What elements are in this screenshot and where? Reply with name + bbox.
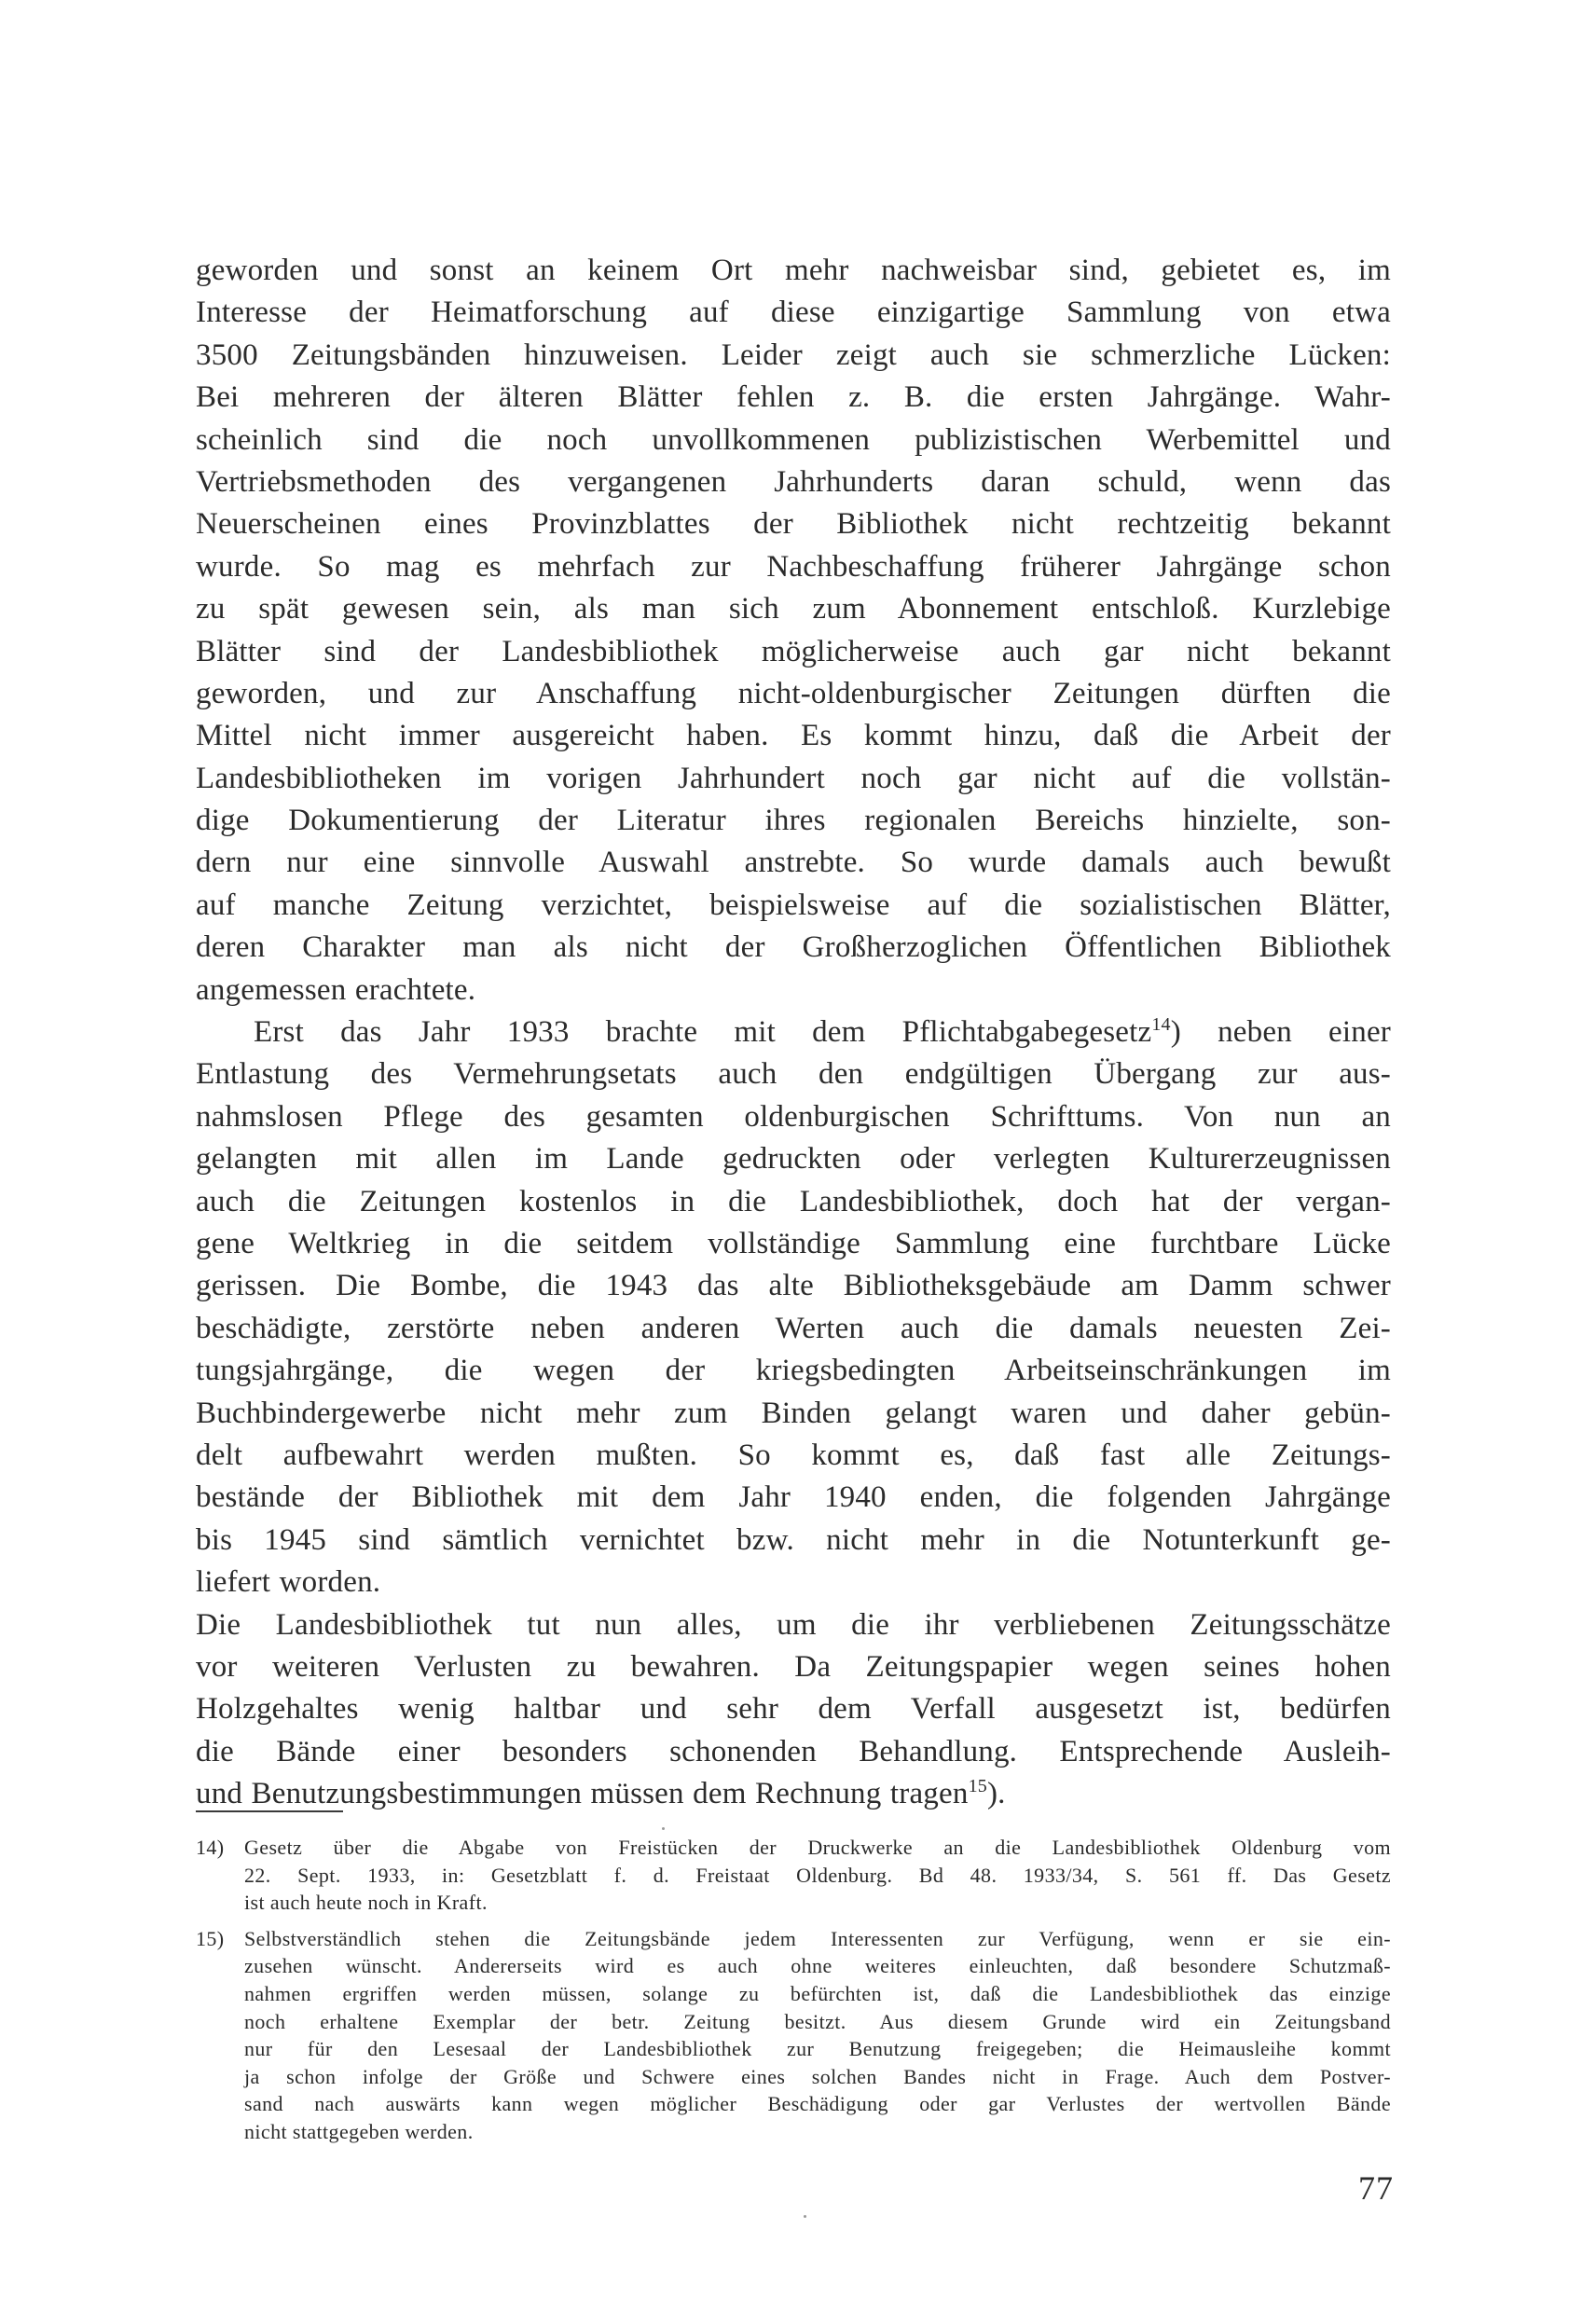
text-line: gerissen. Die Bombe, die 1943 das alte Bibliotheksgebäude am Damm schwer: [196, 1269, 1391, 1303]
text-line: auf manche Zeitung verzichtet, beispielsweise auf die sozialistischen Blätter,: [196, 888, 1391, 922]
footnote-line: nicht stattgegeben werden.: [244, 2119, 474, 2143]
text-line-with-footnote-ref: [196, 1773, 1391, 1815]
scan-speck: [804, 2215, 806, 2218]
footnote-number: 15): [196, 1926, 225, 1950]
text-line: bis 1945 sind sämtlich vernichtet bzw. nicht mehr in die Notunterkunft ge-: [196, 1522, 1391, 1557]
text-segment: Erst das Jahr 1933 brachte mit dem Pflichtabgabegesetz: [254, 1015, 1152, 1050]
footnote-line: ist auch heute noch in Kraft.: [244, 1891, 488, 1915]
text-line: Bei mehreren der älteren Blätter fehlen z. B. die ersten Jahrgänge. Wahr-: [196, 380, 1391, 415]
text-line: Die Landesbibliothek tut nun alles, um die ihr verbliebenen Zeitungsschätze: [196, 1607, 1391, 1642]
footnote-line: Selbstverständlich stehen die Zeitungsbände jedem Interessenten zur Verfügung, wenn er sie ein-: [244, 1926, 1391, 1950]
text-line: Interesse der Heimatforschung auf diese einzigartige Sammlung von etwa: [196, 296, 1391, 330]
footnote-15: [196, 1925, 1391, 2146]
text-line: nahmslosen Pflege des gesamten oldenburgischen Schrifttums. Von nun an: [196, 1099, 1391, 1134]
footnote-line: nahmen ergriffen werden müssen, solange zu befürchten ist, daß die Landesbibliothek das einzige: [244, 1981, 1391, 2005]
paragraph: [196, 1012, 1391, 1603]
text-line: 3500 Zeitungsbänden hinzuweisen. Leider zeigt auch sie schmerzliche Lücken:: [196, 337, 1391, 372]
text-segment: ) neben einer: [1170, 1015, 1391, 1050]
text-line: wurde. So mag es mehrfach zur Nachbeschaffung früherer Jahrgänge schon: [196, 549, 1391, 584]
text-line: Neuerscheinen eines Provinzblattes der Bibliothek nicht rechtzeitig bekannt: [196, 507, 1391, 542]
main-text: [196, 250, 1391, 1815]
footnote-ref-14[interactable]: 14: [1151, 1014, 1171, 1036]
footnote-number: 14): [196, 1836, 225, 1859]
text-line: Blätter sind der Landesbibliothek möglicherweise auch gar nicht bekannt: [196, 634, 1391, 668]
text-line: vor weiteren Verlusten zu bewahren. Da Zeitungspapier wegen seines hohen: [196, 1649, 1391, 1684]
text-line: Holzgehaltes wenig haltbar und sehr dem Verfall ausgesetzt ist, bedürfen: [196, 1692, 1391, 1727]
footnote-line: sand nach auswärts kann wegen möglicher Beschädigung oder gar Verlustes der wertvollen Bände: [244, 2092, 1391, 2116]
footnote-line: nur für den Lesesaal der Landesbibliothek zur Benutzung freigegeben; die Heimausleihe kommt: [244, 2037, 1391, 2061]
text-line: deren Charakter man als nicht der Großherzoglichen Öffentlichen Bibliothek: [196, 930, 1391, 965]
footnote-14: [196, 1834, 1391, 1917]
text-line: Landesbibliotheken im vorigen Jahrhundert noch gar nicht auf die vollstän-: [196, 761, 1391, 795]
footnote-line: ja schon infolge der Größe und Schwere eines solchen Bandes nicht in Frage. Auch dem Postver-: [244, 2064, 1391, 2088]
text-segment: ).: [986, 1777, 1006, 1811]
text-line: bestände der Bibliothek mit dem Jahr 1940 enden, die folgenden Jahrgänge: [196, 1480, 1391, 1515]
paragraph: [196, 250, 1391, 1012]
text-line: scheinlich sind die noch unvollkommenen publizistischen Werbemittel und: [196, 422, 1391, 457]
footnote-separator: [196, 1810, 343, 1812]
text-line: beschädigte, zerstörte neben anderen Werten auch die damals neuesten Zei-: [196, 1311, 1391, 1345]
text-line: geworden, und zur Anschaffung nicht-oldenburgischer Zeitungen dürften die: [196, 676, 1391, 710]
text-line: Mittel nicht immer ausgereicht haben. Es kommt hinzu, daß die Arbeit der: [196, 719, 1391, 753]
footnotes: [196, 1834, 1391, 2154]
text-line: liefert worden.: [196, 1565, 381, 1600]
footnote-line: Gesetz über die Abgabe von Freistücken der Druckwerke an die Landesbibliothek Oldenburg vom: [244, 1836, 1391, 1859]
text-line: auch die Zeitungen kostenlos in die Landesbibliothek, doch hat der vergan-: [196, 1184, 1391, 1218]
text-line: gelangten mit allen im Lande gedruckten oder verlegten Kulturerzeugnissen: [196, 1142, 1391, 1177]
paragraph: [196, 1604, 1391, 1816]
text-line: die Bände einer besonders schonenden Behandlung. Entsprechende Ausleih-: [196, 1734, 1391, 1768]
text-line-with-footnote-ref: [196, 1012, 1391, 1053]
page-number: 77: [1358, 2169, 1394, 2207]
footnote-line: zusehen wünscht. Andererseits wird es auch ohne weiteres einleuchten, daß besondere Schutzmaß-: [244, 1954, 1391, 1978]
footnote-line: 22. Sept. 1933, in: Gesetzblatt f. d. Freistaat Oldenburg. Bd 48. 1933/34, S. 561 ff. Das Gesetz: [244, 1863, 1391, 1887]
scan-speck: [662, 1827, 665, 1830]
text-line: dige Dokumentierung der Literatur ihres regionalen Bereichs hinzielte, son-: [196, 804, 1391, 838]
text-line: Buchbindergewerbe nicht mehr zum Binden gelangt waren und daher gebün-: [196, 1396, 1391, 1430]
text-line: geworden und sonst an keinem Ort mehr nachweisbar sind, gebietet es, im: [196, 254, 1391, 287]
text-line: tungsjahrgänge, die wegen der kriegsbedingten Arbeitseinschränkungen im: [196, 1354, 1391, 1388]
footnote-ref-15[interactable]: 15: [968, 1776, 987, 1797]
text-line: Vertriebsmethoden des vergangenen Jahrhunderts daran schuld, wenn das: [196, 464, 1391, 499]
text-segment: und Benutzungsbestimmungen müssen dem Rechnung tragen: [196, 1777, 969, 1811]
text-line: Entlastung des Vermehrungsetats auch den endgültigen Übergang zur aus-: [196, 1057, 1391, 1092]
footnote-line: noch erhaltene Exemplar der betr. Zeitung besitzt. Aus diesem Grunde wird ein Zeitungsband: [244, 2009, 1391, 2033]
text-line: gene Weltkrieg in die seitdem vollständige Sammlung eine furchtbare Lücke: [196, 1226, 1391, 1260]
text-line: dern nur eine sinnvolle Auswahl anstrebte. So wurde damals auch bewußt: [196, 846, 1391, 880]
text-line: delt aufbewahrt werden mußten. So kommt es, daß fast alle Zeitungs-: [196, 1438, 1391, 1472]
text-line: angemessen erachtete.: [196, 972, 476, 1007]
text-line: zu spät gewesen sein, als man sich zum Abonnement entschloß. Kurzlebige: [196, 592, 1391, 626]
